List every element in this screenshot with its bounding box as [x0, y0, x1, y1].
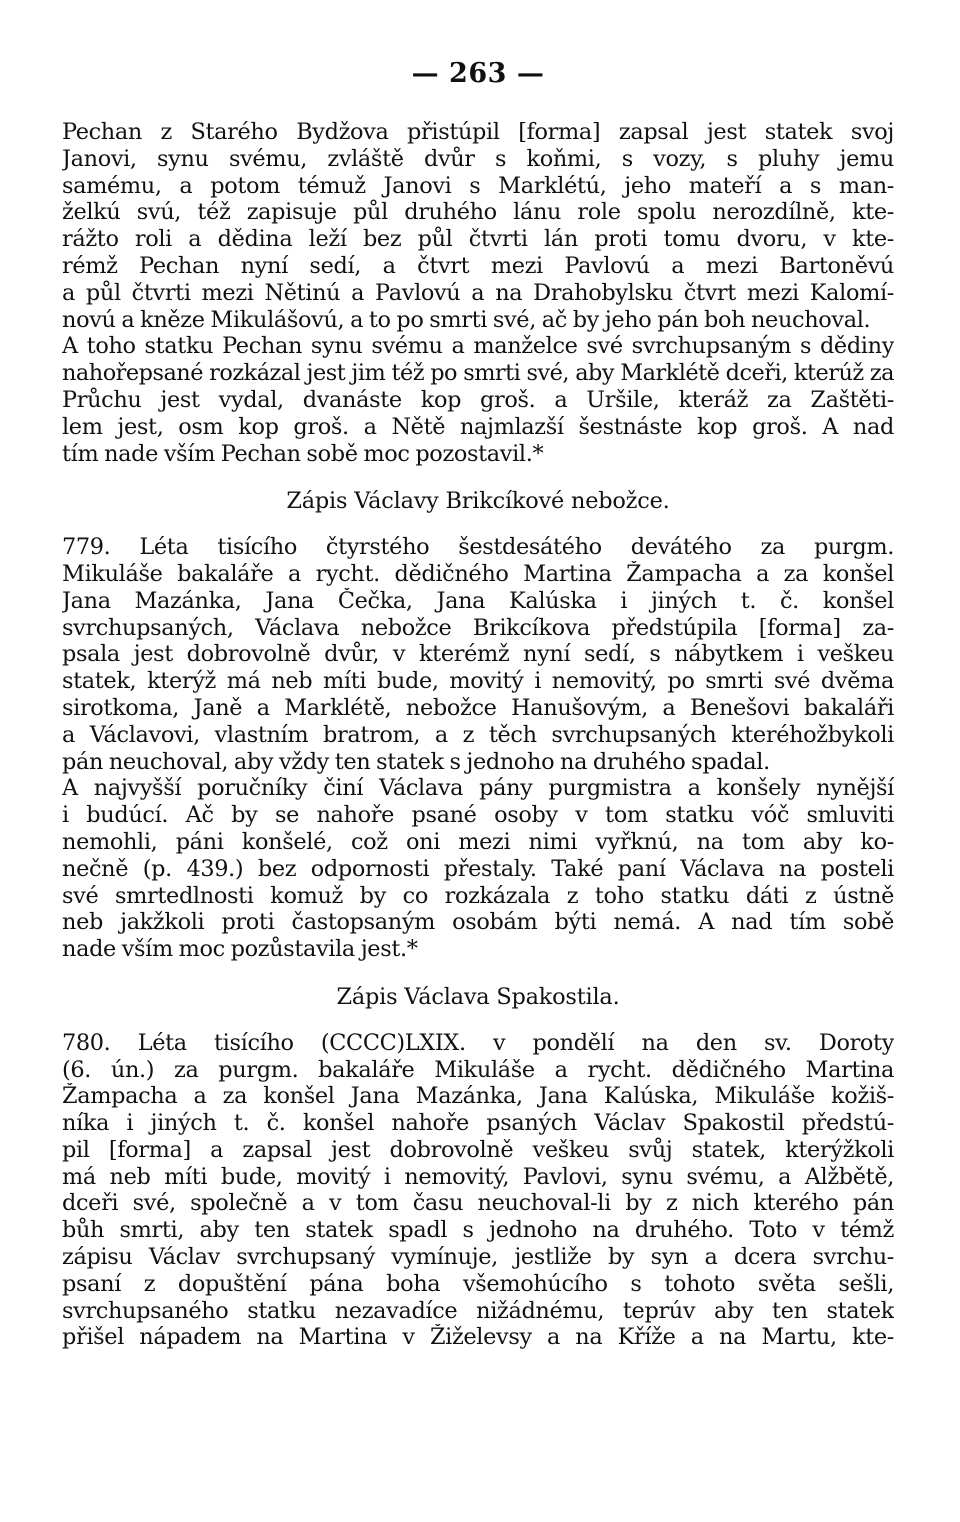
document-page [62, 58, 894, 1351]
text-line: Průchu jest vydal, dvanáste kop groš. a Uršile, kteráž za Zaštěti- [62, 386, 894, 413]
text-line: Pechan z Starého Bydžova přistúpil [forma] zapsal jest statek svoj [62, 119, 894, 145]
text-line: neb jakžkoli proti častopsaným osobám býti nemá. A nad tím sobě [62, 909, 894, 936]
text-line: A najvyšší poručníky činí Václava pány purgmistra a konšely nynější [62, 775, 894, 802]
text-line: pil [forma] a zapsal jest dobrovolně veškeu svůj statek, kterýžkoli [62, 1136, 894, 1163]
text-line: (6. ún.) za purgm. bakaláře Mikuláše a rycht. dědičného Martina [62, 1056, 894, 1083]
text-line: lem jest, osm kop groš. a Nětě najmlazší šestnáste kop groš. A nad [62, 413, 894, 440]
page-number: — 263 — [411, 58, 545, 89]
text-line: svrchupsaného statku nezavadíce nižádnému, teprúv aby ten statek [62, 1297, 894, 1324]
text-line: rážto roli a dědina leží bez půl čtvrti lán proti tomu dvoru, v kte- [62, 226, 894, 253]
text-line: a Václavovi, vlastním bratrom, a z těch svrchupsaných kteréhožbykoli [62, 721, 894, 748]
text-line: zápisu Václav svrchupsaný vymínuje, jestliže by syn a dcera svrchu- [62, 1244, 894, 1271]
text-line: tím nade vším Pechan sobě moc pozostavil.* [62, 440, 544, 467]
text-line: Žampacha a za konšel Jana Mazánka, Jana Kalúska, Mikuláše kožiš- [62, 1083, 894, 1110]
text-line: nahořepsané rozkázal jest jim též po smrti své, aby Marklétě dceři, kterúž za [62, 360, 894, 387]
entry-pechan [62, 119, 894, 467]
text-line: 779. Léta tisícího čtyrstého šestdesátého devátého za purgm. [62, 534, 894, 561]
text-line: nade vším moc pozůstavila jest.* [62, 936, 418, 963]
text-line: své smrtedlnosti komuž by co rozkázala z toho statku dáti z ústně [62, 882, 894, 909]
entry-heading-brikcikova: Zápis Václavy Brikcíkové nebožce. [286, 488, 670, 515]
text-line: Janovi, synu svému, zvláště dvůr s koňmi, s vozy, s pluhy jemu [62, 145, 894, 172]
text-line: dceři své, společně a v tom času neuchoval-li by z nich kterého pán [62, 1190, 894, 1217]
text-line: Jana Mazánka, Jana Čečka, Jana Kalúska i jiných t. č. konšel [62, 587, 894, 614]
entry-779 [62, 534, 894, 963]
text-line: svrchupsaných, Václava nebožce Brikcíkova předstúpila [forma] za- [62, 614, 894, 641]
text-line: statek, kterýž má neb míti bude, movitý i nemovitý, po smrti své dvěma [62, 668, 894, 695]
text-line: nemohli, páni konšelé, což oni mezi nimi vyřknú, na tom aby ko- [62, 828, 894, 855]
text-line: a půl čtvrti mezi Nětinú a Pavlovú a na Drahobylsku čtvrt mezi Kalomí- [62, 279, 894, 306]
text-line: pán neuchoval, aby vždy ten statek s jednoho na druhého spadal. [62, 748, 770, 775]
text-line: i budúcí. Ač by se nahoře psané osoby v tom statku vóč smluviti [62, 802, 894, 829]
text-line: má neb míti bude, movitý i nemovitý, Pavlovi, synu svému, a Alžbětě, [62, 1163, 894, 1190]
text-line: sirotkoma, Janě a Marklétě, nebožce Hanušovým, a Benešovi bakaláři [62, 694, 894, 721]
text-line: níka i jiných t. č. konšel nahoře psaných Václav Spakostil předstú- [62, 1110, 894, 1137]
text-line: Mikuláše bakaláře a rycht. dědičného Martina Žampacha a za konšel [62, 560, 894, 587]
text-line: bůh smrti, aby ten statek spadl s jednoho na druhého. Toto v témž [62, 1217, 894, 1244]
text-line: nečně (p. 439.) bez odpornosti přestaly. Také paní Václava na posteli [62, 855, 894, 882]
entry-780 [62, 1030, 894, 1352]
text-line: psala jest dobrovolně dvůr, v kterémž nyní sedí, s nábytkem i veškeu [62, 641, 894, 668]
text-line: rémž Pechan nyní sedí, a čtvrt mezi Pavlovú a mezi Bartoněvú [62, 252, 894, 279]
text-line: přišel nápadem na Martina v Žiželevsy a na Kříže a na Martu, kte- [62, 1324, 894, 1351]
text-line: psaní z dopuštění pána boha všemohúcího s tohoto světa sešli, [62, 1270, 894, 1297]
text-line: A toho statku Pechan synu svému a manželce své svrchupsaným s dědiny [62, 333, 894, 360]
text-line: novú a kněze Mikulášovú, a to po smrti své, ač by jeho pán boh neuchoval. [62, 306, 871, 333]
text-line: 780. Léta tisícího (CCCC)LXIX. v pondělí na den sv. Doroty [62, 1029, 894, 1056]
entry-heading-spakostil: Zápis Václava Spakostila. [336, 983, 620, 1010]
text-line: samému, a potom témuž Janovi s Marklétú, jeho mateří a s man- [62, 172, 894, 199]
text-line: želkú svú, též zapisuje půl druhého lánu role spolu nerozdílně, kte- [62, 199, 894, 226]
